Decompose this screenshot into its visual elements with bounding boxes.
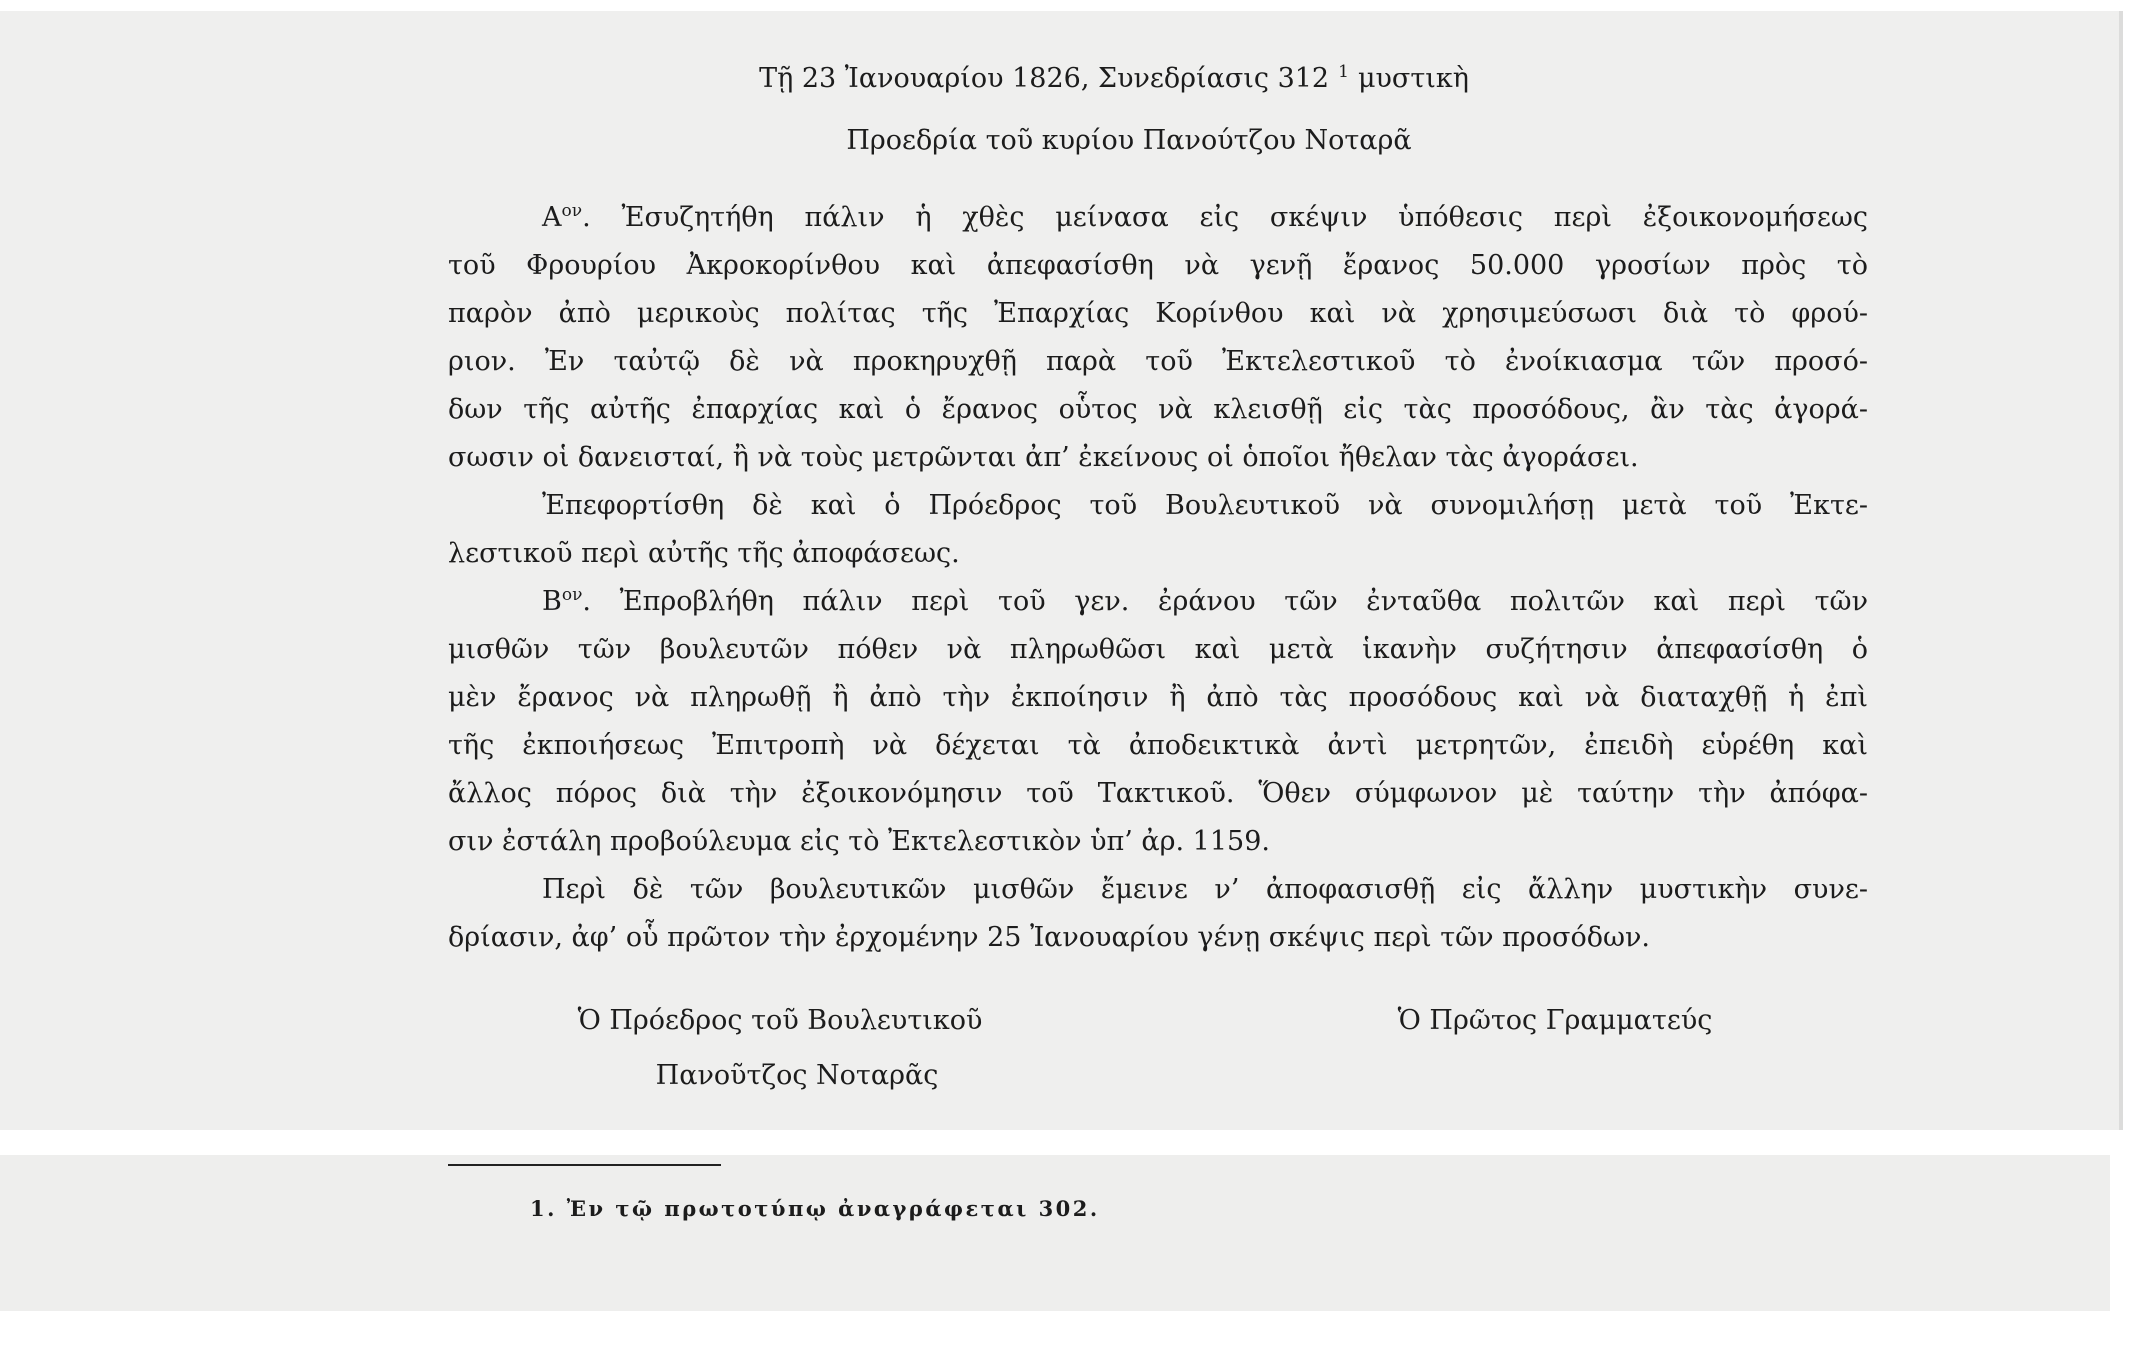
body-line-text: Ἐπροβλήθη πάλιν περὶ τοῦ γεν. ἐράνου τῶν ἐνταῦθα πολιτῶν καὶ περὶ τῶν [619,586,1868,617]
paragraph-salaries [448,866,1868,962]
body-line: τοῦ Φρουρίου Ἀκροκορίνθου καὶ ἀπεφασίσθη νὰ γενῇ ἔρανος 50.000 γροσίων πρὸς τὸ [448,250,1868,281]
body-line: δρίασιν, ἀφ’ οὗ πρῶτον τὴν ἐρχομένην 25 Ἰανουαρίου γένῃ σκέψις περὶ τῶν προσόδων. [448,922,1651,953]
body-line: τῆς ἐκποιήσεως Ἐπιτροπὴ νὰ δέχεται τὰ ἀποδεικτικὰ ἀντὶ μετρητῶν, ἐπειδὴ εὑρέθη καὶ [448,730,1868,761]
presidency-line: Προεδρία τοῦ κυρίου Πανούτζου Νοταρᾶ [846,125,1412,156]
page-scan-footnote [0,1155,2110,1311]
body-line: Ἐπεφορτίσθη δὲ καὶ ὁ Πρόεδρος τοῦ Βουλευτικοῦ νὰ συνομιλήσῃ μετὰ τοῦ Ἐκτε- [542,490,1868,521]
ordinal-suffix: ον [561,585,583,605]
body-line: δων τῆς αὐτῆς ἐπαρχίας καὶ ὁ ἔρανος οὗτος νὰ κλεισθῇ εἰς τὰς προσόδους, ἂν τὰς ἀγορά- [448,394,1868,425]
body-line: μὲν ἔρανος νὰ πληρωθῇ ἢ ἀπὸ τὴν ἐκποίησιν ἢ ἀπὸ τὰς προσόδους καὶ νὰ διαταχθῇ ἡ ἐπὶ [448,682,1868,713]
numeral-separator: . [582,586,592,617]
body-line: Περὶ δὲ τῶν βουλευτικῶν μισθῶν ἔμεινε ν’ ἀποφασισθῇ εἰς ἄλλην μυστικὴν συνε- [542,874,1868,905]
body-line: σιν ἐστάλη προβούλευμα εἰς τὸ Ἐκτελεστικὸν ὑπ’ ἀρ. 1159. [448,826,1270,857]
body-line [448,578,1868,626]
body-line: ριον. Ἐν ταὐτῷ δὲ νὰ προκηρυχθῇ παρὰ τοῦ Ἐκτελεστικοῦ τὸ ἐνοίκιασμα τῶν προσό- [448,346,1868,377]
session-title-end: μυστικὴ [1357,63,1469,94]
signature-president-name: Πανοῦτζος Νοταρᾶς [655,1060,939,1091]
paragraph-president-task [448,482,1868,578]
body-line: σωσιν οἱ δανεισταί, ἢ νὰ τοὺς μετρῶνται ἀπ’ ἐκείνους οἱ ὁποῖοι ἤθελαν τὰς ἀγοράσει. [448,442,1639,473]
footnote-marker: 1 [1338,62,1349,82]
session-title [759,59,1469,99]
body-line: μισθῶν τῶν βουλευτῶν πόθεν νὰ πληρωθῶσι καὶ μετὰ ἱκανὴν συζήτησιν ἀπεφασίσθη ὁ [448,634,1868,665]
paragraph-item-b [448,578,1868,866]
minutes-body [448,194,1868,962]
paragraph-numeral: Β [542,586,562,617]
body-line: λεστικοῦ περὶ αὐτῆς τῆς ἀποφάσεως. [448,538,960,569]
body-line: παρὸν ἀπὸ μερικοὺς πολίτας τῆς Ἐπαρχίας Κορίνθου καὶ νὰ χρησιμεύσωσι διὰ τὸ φρού- [448,298,1868,329]
signature-president-title: Ὁ Πρόεδρος τοῦ Βουλευτικοῦ [577,1005,983,1036]
footnote-rule [448,1164,721,1166]
body-line: ἄλλος πόρος διὰ τὴν ἐξοικονόμησιν τοῦ Τακτικοῦ. Ὅθεν σύμφωνον μὲ ταύτην τὴν ἀπόφα- [448,778,1868,809]
session-title-main: Τῇ 23 Ἰανουαρίου 1826, Συνεδρίασις 312 [759,63,1330,94]
ordinal-suffix: ον [561,201,583,221]
body-line-text: Ἐσυζητήθη πάλιν ἡ χθὲς μείνασα εἰς σκέψιν ὑπόθεσις περὶ ἐξοικονομήσεως [621,202,1868,233]
footnote-text: 1. Ἐν τῷ πρωτοτύπῳ ἀναγράφεται 302. [530,1196,1100,1221]
signature-secretary-title: Ὁ Πρῶτος Γραμματεύς [1397,1005,1713,1036]
numeral-separator: . [582,202,591,233]
body-line [448,194,1868,242]
paragraph-numeral: Α [542,202,562,233]
paragraph-item-a [448,194,1868,482]
